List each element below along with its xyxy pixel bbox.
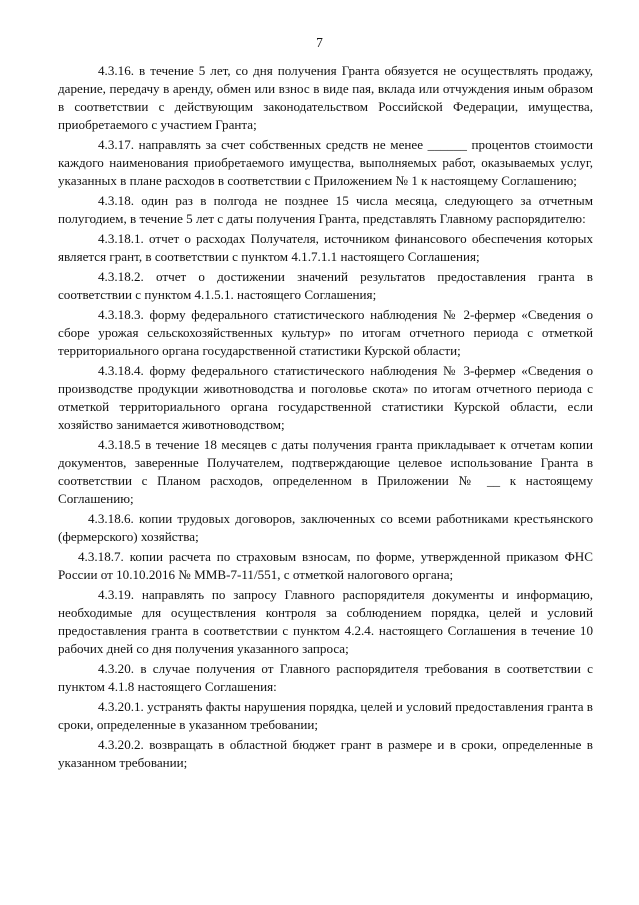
clause-4-3-18-6: 4.3.18.6. копии трудовых договоров, заключенных со всеми работниками крестьянского (фермерского) хозяйства; xyxy=(58,511,593,544)
clause-4-3-18-3: 4.3.18.3. форму федерального статистического наблюдения № 2-фермер «Сведения о сборе урожая сельскохозяйственных культур» по итогам отчетного периода с отметкой территориального органа государственной статистики Курской области; xyxy=(58,307,593,358)
clause-4-3-20-1: 4.3.20.1. устранять факты нарушения порядка, целей и условий предоставления гранта в сроки, определенные в указанном требовании; xyxy=(58,699,593,732)
clause-4-3-18: 4.3.18. один раз в полгода не позднее 15 числа месяца, следующего за отчетным полугодием, в течение 5 лет с даты получения Гранта, представлять Главному распорядителю: xyxy=(58,193,593,226)
clause-4-3-20-2: 4.3.20.2. возвращать в областной бюджет грант в размере и в сроки, определенные в указанном требовании; xyxy=(58,737,593,770)
clause-4-3-18-7: 4.3.18.7. копии расчета по страховым взносам, по форме, утвержденной приказом ФНС России от 10.10.2016 № ММВ-7-11/551, с отметкой налогового органа; xyxy=(58,549,593,582)
clause-4-3-16: 4.3.16. в течение 5 лет, со дня получения Гранта обязуется не осуществлять продажу, дарение, передачу в аренду, обмен или взнос в виде пая, вклада или отчуждения иным образом в соответствии с действующим законодательством Российской Федерации, имущества, приобретаемого с участием Гранта; xyxy=(58,63,593,132)
clause-4-3-18-4: 4.3.18.4. форму федерального статистического наблюдения № 3-фермер «Сведения о производстве продукции животноводства и поголовье скота» по итогам отчетного периода с отметкой территориального органа государственной статистики Курской области, если хозяйство занимается животноводством; xyxy=(58,363,593,432)
clause-4-3-18-2: 4.3.18.2. отчет о достижении значений результатов предоставления гранта в соответствии с пунктом 4.1.5.1. настоящего Соглашения; xyxy=(58,269,593,302)
clause-4-3-18-1: 4.3.18.1. отчет о расходах Получателя, источником финансового обеспечения которых является грант, в соответствии с пунктом 4.1.7.1.1 настоящего Соглашения; xyxy=(58,231,593,264)
page-number: 7 xyxy=(316,35,323,50)
clause-4-3-18-5: 4.3.18.5 в течение 18 месяцев с даты получения гранта прикладывает к отчетам копии документов, заверенные Получателем, подтверждающие целевое использование Гранта в соответствии с Планом расходов, определенном в Приложении № __ к настоящему Соглашению; xyxy=(58,437,593,506)
document-body xyxy=(58,62,593,772)
clause-4-3-17: 4.3.17. направлять за счет собственных средств не менее ______ процентов стоимости каждого наименования приобретаемого имущества, выполняемых работ, оказываемых услуг, указанных в плане расходов в соответствии с Приложением № 1 к настоящему Соглашению; xyxy=(58,137,593,188)
clause-4-3-19: 4.3.19. направлять по запросу Главного распорядителя документы и информацию, необходимые для осуществления контроля за соблюдением порядка, целей и условий предоставления гранта в соответствии с пунктом 4.2.4. настоящего Соглашения в течение 10 рабочих дней со дня получения указанного запроса; xyxy=(58,587,593,656)
clause-4-3-20: 4.3.20. в случае получения от Главного распорядителя требования в соответствии с пунктом 4.1.8 настоящего Соглашения: xyxy=(58,661,593,694)
